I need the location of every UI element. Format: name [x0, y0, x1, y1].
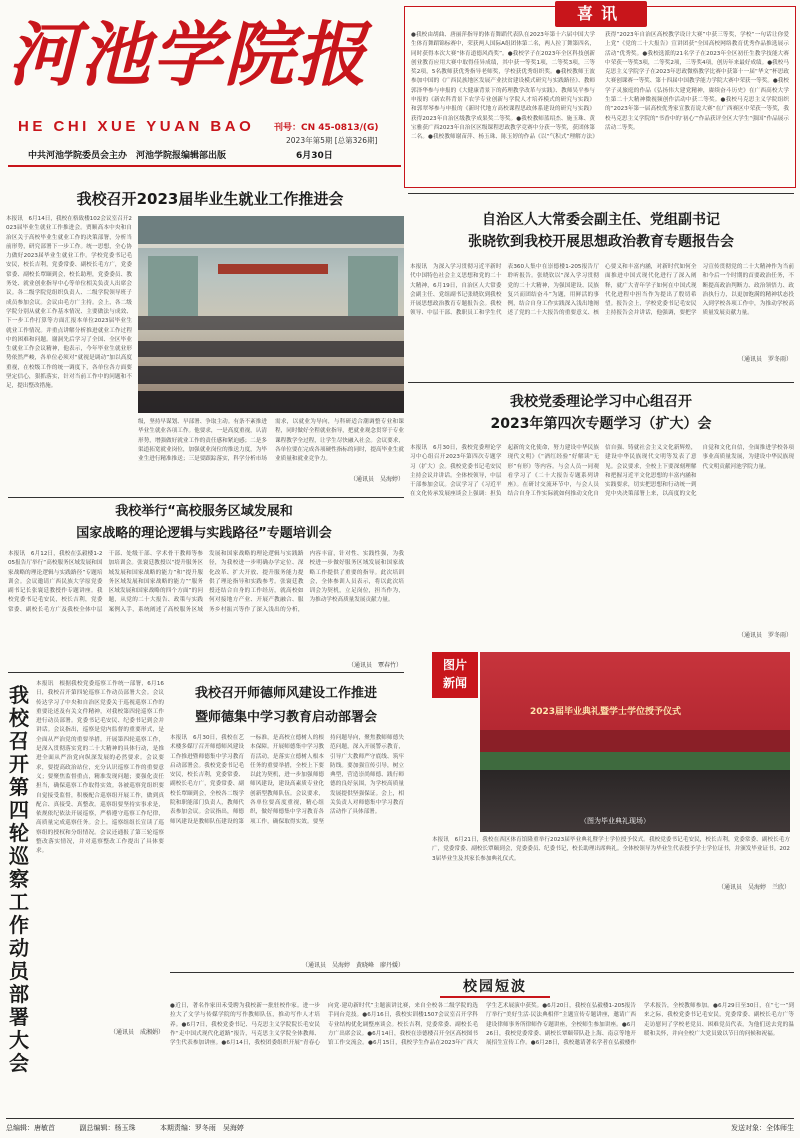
article-1-body-right: 级，坚持早谋划、早部署、争取主动。有条不紊推进毕业生就业各项工作。他要求，一是高度重视，认清形势，增强做好就业工作的责任感和紧迫感；二是多渠道拓宽就业岗位，加强就业岗位的推送力度，为毕业生进行精准推送；三是要跟踪落实，科学分析市场需求，以就业为导向，与科研适合潮调整专业和课程，同时做好全程就业指导，把就业观念贯穿于专业课程教学全过程，让学生尽快融入社会。会议要求，各单位要在完成各项硬性指标的同时，提高毕业生就业质量和就业竞争力。 [138, 419, 404, 463]
masthead-pinyin: HE CHI XUE YUAN BAO [18, 118, 255, 135]
article-3-headline-2: 2023年第四次专题学习（扩大）会 [490, 416, 712, 432]
brief-title-underline [440, 996, 550, 998]
article-6-byline: （通讯员 吴海婷 黄晓峰 廖丹媛） [301, 962, 404, 969]
article-4-byline: （通讯员 覃春竹） [347, 662, 402, 669]
rule-art4 [8, 497, 404, 498]
article-3-byline: （通讯员 罗冬雨） [737, 632, 792, 639]
footer-line [6, 1122, 794, 1134]
footer-chief-editor: 总编辑：唐敏首 [6, 1124, 55, 1132]
photo-news-byline: （通讯员 吴海婷 兰欣） [717, 884, 790, 891]
article-4-headline-1: 我校举行“高校服务区域发展和 [115, 504, 293, 519]
photo-news-label [432, 652, 478, 698]
masthead-rule [8, 165, 401, 167]
masthead [0, 0, 400, 180]
article-2-headline-2: 张晓钦到我校开展思想政治教育专题报告会 [468, 234, 734, 250]
xixun-text: ●我校由胡曲、唐丽萍指导的体育舞蹈代表队在2023年第十六届中国大学生体育舞蹈锦标赛中，荣获两人国际A组团体第二名，两人拉丁舞第四名，同时获得本次大赛“体育道德风尚奖”。●我校学子在2023年全区科技创新创业教育应用大赛中取得佳异成绩，其中获一等奖1项，二等奖3项，三等奖2项，5名教师获优秀指导老师奖，学校获优秀组织奖。●我校教师王波参加中国的《广西民族地区发展产业扶贫建设模式研究与实践路径》、教师郭泽华参与申报的《大健康背景下的药理教学改革与实践》、教师吴平参与申报的《新农科背景下农学专业创新与学院人才培养模式的研究与实践》和郭翠琴参与申报的《新时代地方高校课程思政体系建设的研究与实践》获得2023年自治区级教学成果奖二等奖。●我校教师蓝绍杰、施玉珠、黄宝雅获广西2023年自治区区级课程思政教学竞赛中分获一等奖，获团体第二名。●我校教师谢苗萍、杨玉珠、陈玉婷的作品《以“气积式”理解方法》获得“2023年自治区高校教学设计大赛”中获三等奖，学校“一句话让你爱上党”《党的二十大报告》宣讲团获“全国高校网络教育优秀作品推选展示活动”优秀奖。●我校选派的21名学子在2023年全区初任生教学技能大赛中荣获一等奖3项，二等奖2项，三等奖4项，创历年来最好成绩。●我校马克思主义学院学子在2023年思政微格教学比赛中获第十一届“华文”杯思政大赛创课赛一等奖、第十四届中国教学能力学院大赛中荣获一等奖。●我校学子灵旅庭的作品《弘扬伟大建党精神，赓续奋斗历史》在广西高校大学生第二十大精神微视频创作活动中获二等奖。●我校马克思主义学院组织的“2023年第一届高校优秀家宣教育说大赛”在广西赛区中荣获一等奖，我校马克思主义学院的“书香中的‘初心’”作品获评全区大学生“强国”作品展示活动二等奖。 [411, 32, 789, 141]
graduation-banner-text: 2023届毕业典礼暨学士学位授予仪式 [530, 707, 682, 717]
meeting-photo [138, 216, 404, 413]
photo-news-label-line-2: 新闻 [442, 676, 467, 690]
article-1-byline: （通讯员 吴海婷） [349, 476, 404, 483]
article-4-body: 本报讯 6月12日，我校在弘毅楼1-205报告厅举行“高校服务区域发展和国家战略的理论逻辑与实践路径”专题培训会。会议邀请广西民族大学原党委副书记长张寰廷教授作专题讲座。我校党委书记毛安民，校长吉利，党委常委、副校长毛方广及我校全体中层干部、处级干部、学术骨干教师等参加培训会。张寰廷教授以“提升服务区域发展和国家战略的能力”和“提升服务区域发展和国家战略的能力”“服务区域发展和国家战略的四个方面”的问题，从党的二十大报告、政策与实践案例入手，系统阐述了高校服务区域发展和国家战略的理论逻辑与实践路径，为我校进一步明确办学定位、深化改革、扩大开放、提升服务能力提供了理论指导和实践参考。张寰廷教授还结合自身的工作经历，就高校如何对接地方产业、开展产教融合、服务乡村振兴等作了深入浅出的分析，内容丰富，针对性、实践性强，为我校进一步做好服务区域发展和国家战略工作提供了重要的指导。此次培训会，全体参训人员表示，将以此次培训会为契机，立足岗位，担当作为，为推动学校高质量发展贡献力量。 [8, 551, 404, 613]
article-6-body: 本报讯 6月30日，我校在艺术楼多媒厅召开师德师风建设工作推进暨师德集中学习教育启动部署会。我校党委书记毛安民，校长吉利，党委常委、副校长毛方广，党委常委、副校长覃颐到会，全校各二级学院和职能部门负责人，教师代表参加会议。会议指出，师德师风建设是教师队伍建设的第一标准，是高校立德树人的根本保障。开展师德集中学习教育活动，是落实立德树人根本任务的重要举措，全校上下要以此为契机，进一步加强师德师风建设，建设高素质专业化创新型教师队伍。会议要求，各单位要高度重视，精心组织，做好师德集中学习教育各项工作，确保取得实效。要坚持问题导向，聚焦教师师德失范问题，深入开展警示教育，引导广大教师严守底线、筑牢防线。要加强宣传引导，树立典型，营造崇尚师德、践行师德的良好氛围，为学校高质量发展提供坚强保证。会上，相关负责人对师德集中学习教育活动作了具体部署。 [170, 735, 404, 825]
brief-body: ●近日，著名作家田禾受聘为我校新一批驻校作家。进一步拉大了文学与传媒学院的写作教师队伍，推动写作人才培养。●6月7日，我校党委书记、马克思主义学院院长毛安民作“走中国式现代化道路”报告，马克思主义学院全体教师、学生代表参加讲座。●6月14日，我校团委组织开展“青春心向党·建功新时代”主题演讲比赛，来自全校各二级学院的选手同台竞技。●6月16日，我校实训楼1507会议室召开学科专业结构优化调整座谈会。校长吉利，党委常委、副校长毛方广出席会议。●6月14日，我校在崇德楼召开全区高校图书馆工作交流会。●6月15日，我校学生作品在2023年广西大学生艺术展演中获奖。●6月20日，我校在弘毅楼1-205报告厅举行“美好生活·民法典相伴”主题宣传专题讲座，邀请广西建设律师事务所律师作专题讲座，全校师生参加讲座。●6月26日，我校党委常委、副校长覃颐带队赴上海、南京等地开展招生宣传工作。●6月28日，我校邀请著名学者在弘毅楼作学术报告，全校教师参加。●6月29日至30日，在“七一”到来之际，我校党委书记毛安民，党委常委、副校长毛方广等走访慰问了学校老党员、困难党员代表，为他们送去党的温暖和关怀，并向全校广大党员致以节日的问候和祝福。 [170, 1003, 794, 1047]
xixun-box [404, 6, 796, 188]
article-2-byline: （通讯员 罗冬雨） [737, 356, 792, 363]
article-3-body: 本报讯 6月30日，我校党委理论学习中心组召开2023年第四次专题学习（扩大）会。我校党委书记毛安民主持会议并讲话。全体校领导，中层干部参加会议。会议学习了《习近平在文化传承发展座谈会上强调：担负起新的文化使命，努力建设中华民族现代文明》《“酒红经验”好解读“无形”有形》等内容。与会人员一同观看学习了《二十大报告专题系列讲座》。在研讨交流环节中，与会人员结合自身工作实际就如何推动文化自信自强、铸就社会主义文化新辉煌，建设中华民族现代文明等发表了意见。会议要求，全校上下要深刻理解和把握习近平文化思想的丰富内涵和实践要求，切实把思想和行动统一到党中央决策部署上来，以高度的文化自觉和文化自信，全面推进学校各项事业高质量发展，为建设中华民族现代文明贡献河池学院力量。 [410, 445, 794, 498]
rule-brief [170, 972, 794, 973]
article-6-headline-1: 我校召开师德师风建设工作推进 [194, 686, 377, 701]
xixun-title-badge: 喜讯 [555, 1, 647, 27]
footer-issue-editors: 本期责编：罗冬雨 吴海婷 [159, 1124, 244, 1132]
publisher-line: 中共河池学院委员会主办 河池学院报编辑部出版 [28, 151, 227, 161]
article-5-byline: （通讯员 成湘娟） [109, 1029, 164, 1036]
article-1-headline: 我校召开2023届毕业生就业工作推进会 [76, 190, 344, 208]
article-6-headline-2: 暨师德集中学习教育启动部署会 [194, 710, 377, 725]
article-5-vertical-headline: 我校召开第四轮巡察工作动员部署大会 [9, 683, 29, 1075]
photo-news-label-line-1: 图片 [442, 658, 467, 672]
brief-title: 校园短波 [463, 979, 527, 995]
article-3-headline-1: 我校党委理论学习中心组召开 [510, 394, 692, 410]
masthead-calligraphy-title: 河池学院报 [8, 13, 368, 96]
footer-distribution: 发送对象：全体师生 [731, 1124, 794, 1132]
article-4-headline-2: 国家战略的理论逻辑与实践路径”专题培训会 [76, 526, 332, 541]
footer-rule [6, 1118, 794, 1119]
article-2-headline-1: 自治区人大常委会副主任、党组副书记 [482, 212, 720, 228]
rule-art3 [408, 382, 794, 383]
rule-art5 [8, 672, 404, 673]
photo-caption-strip: （图为毕业典礼现场） [580, 817, 650, 825]
issn-label: 刊号：CN 45-0813/(G) [274, 123, 379, 133]
graduation-photo [480, 652, 790, 832]
issue-number: 2023年第5期 [总第326期] [286, 136, 378, 145]
footer-deputy-editor: 副总编辑：杨玉珠 [79, 1124, 136, 1132]
rule-art2 [408, 193, 794, 194]
article-1-body-left: 本报讯 6月14日，我校在格致楼102会议室召开2023届毕业生就业工作推进会。贾顺高本中央和自治区关于高校毕业生就业工作的决策部署，分析当前形势，研究部署下一步工作。统一思想，全心协力做好2023届毕业生就业工作。学校党委书记毛安民，校长吉利，党委常委、副校长毛方广，党委常委、副校长覃颐到会，校长助理，党委委员、教务处、就业创业指导中心等单位相关负责人出席会议。各二级学院党组织负责人、二级学院领导班子成员参加会议。会议由毛方广主持。会上，各二级学院分别从就业工作基本情况、主要做法与成效、下一步工作打算等方面汇报本单位2023届毕业生就业工作情况。并重点讲解分析推进就业工作过程中的困难和问题。谢洞先后学习了全国、全区毕业生就业工作会议精神，他表示，今年毕业生就业形势依然严峻，各单位必须对“就视是调动”加以高度重视，在校级工作的统一调度下，各单位各方面要坚定信心，狠抓落实，针对当前工作中的问题和不足，提出整改措施。 [6, 216, 132, 390]
article-2-body: 本报讯 为深入学习贯彻习近平新时代中国特色社会主义思想和党的二十大精神，6月19日，自治区人大常委会副主任、党组副书记张晓钦到我校开展思想政治教育专题报告会。我校领导、中层干部、教职员工和学生代表360人集中在崇德楼1-205报告厅聆听报告。张晓钦以“深入学习贯彻党的二十大精神，为强国建设、民族复兴而团结奋斗”为题，用鲜活的事例，结合自身工作实践深入浅出地阐述了党的二十大报告的重要意义、核心要义和丰富内涵，对新时代如何全面推进中国式现代化进行了深入阐释，就广大青年学子如何在中国式现代化进程中担当作为提出了殷切希望。报告会上，学校党委书记毛安民主持报告会并讲话，他强调，要把学习宣传贯彻党的二十大精神作为当前和今后一个时期的首要政治任务，不断提高政治判断力、政治领悟力、政治执行力，以更加饱满的精神状态投入到学校各项工作中，为推动学校高质量发展贡献力量。 [410, 264, 794, 317]
photo-news-caption: 本报讯 6月21日，我校在西区体育馆隆重举行2023届毕业典礼暨学士学位授予仪式。我校党委书记毛安民，校长吉利，党委常委、副校长毛方广，党委常委、副校长覃颐到会，党委委员、纪委书记，校长助理出席典礼。全体校领导为毕业生代表授予学士学位证书，并颁发毕业证书。2023届毕业生及其家长参加典礼仪式。 [432, 837, 790, 862]
issue-date: 6月30日 [296, 151, 333, 161]
article-5-body: 本报讯 根据我校党委巡察工作统一部署，6月16日，我校召开第四轮巡察工作动员部署大会。会议传达学习了中央和自治区党委关于巡视巡察工作的重要论述及有关文件精神，对我校第四轮巡察工作进行动员部署。党委书记毛安民、纪委书记到会并讲话。会议指出，巡察是党内监督的重要形式，是全面从严治党的重要举措。开展第四轮巡察工作，是深入贯彻落实党的二十大精神的具体行动，是推进全面从严治党向纵深发展的必然要求。会议要求，要提高政治站位，充分认识巡察工作的重要意义；要聚焦监督重点，精准发现问题；要强化责任担当，确保巡察工作取得实效。各被巡察党组织要自觉接受监督，积极配合巡察组开展工作，做到真配合、真接受、真整改。巡察组要坚持实事求是，依规依纪依法开展巡察，严格遵守巡察工作纪律，高质量完成巡察任务。会上，巡察组组长宣读了巡察组的授权和分组情况。会议还通报了第三轮巡察整改落实情况，并对巡察整改工作提出了具体要求。 [36, 681, 164, 855]
